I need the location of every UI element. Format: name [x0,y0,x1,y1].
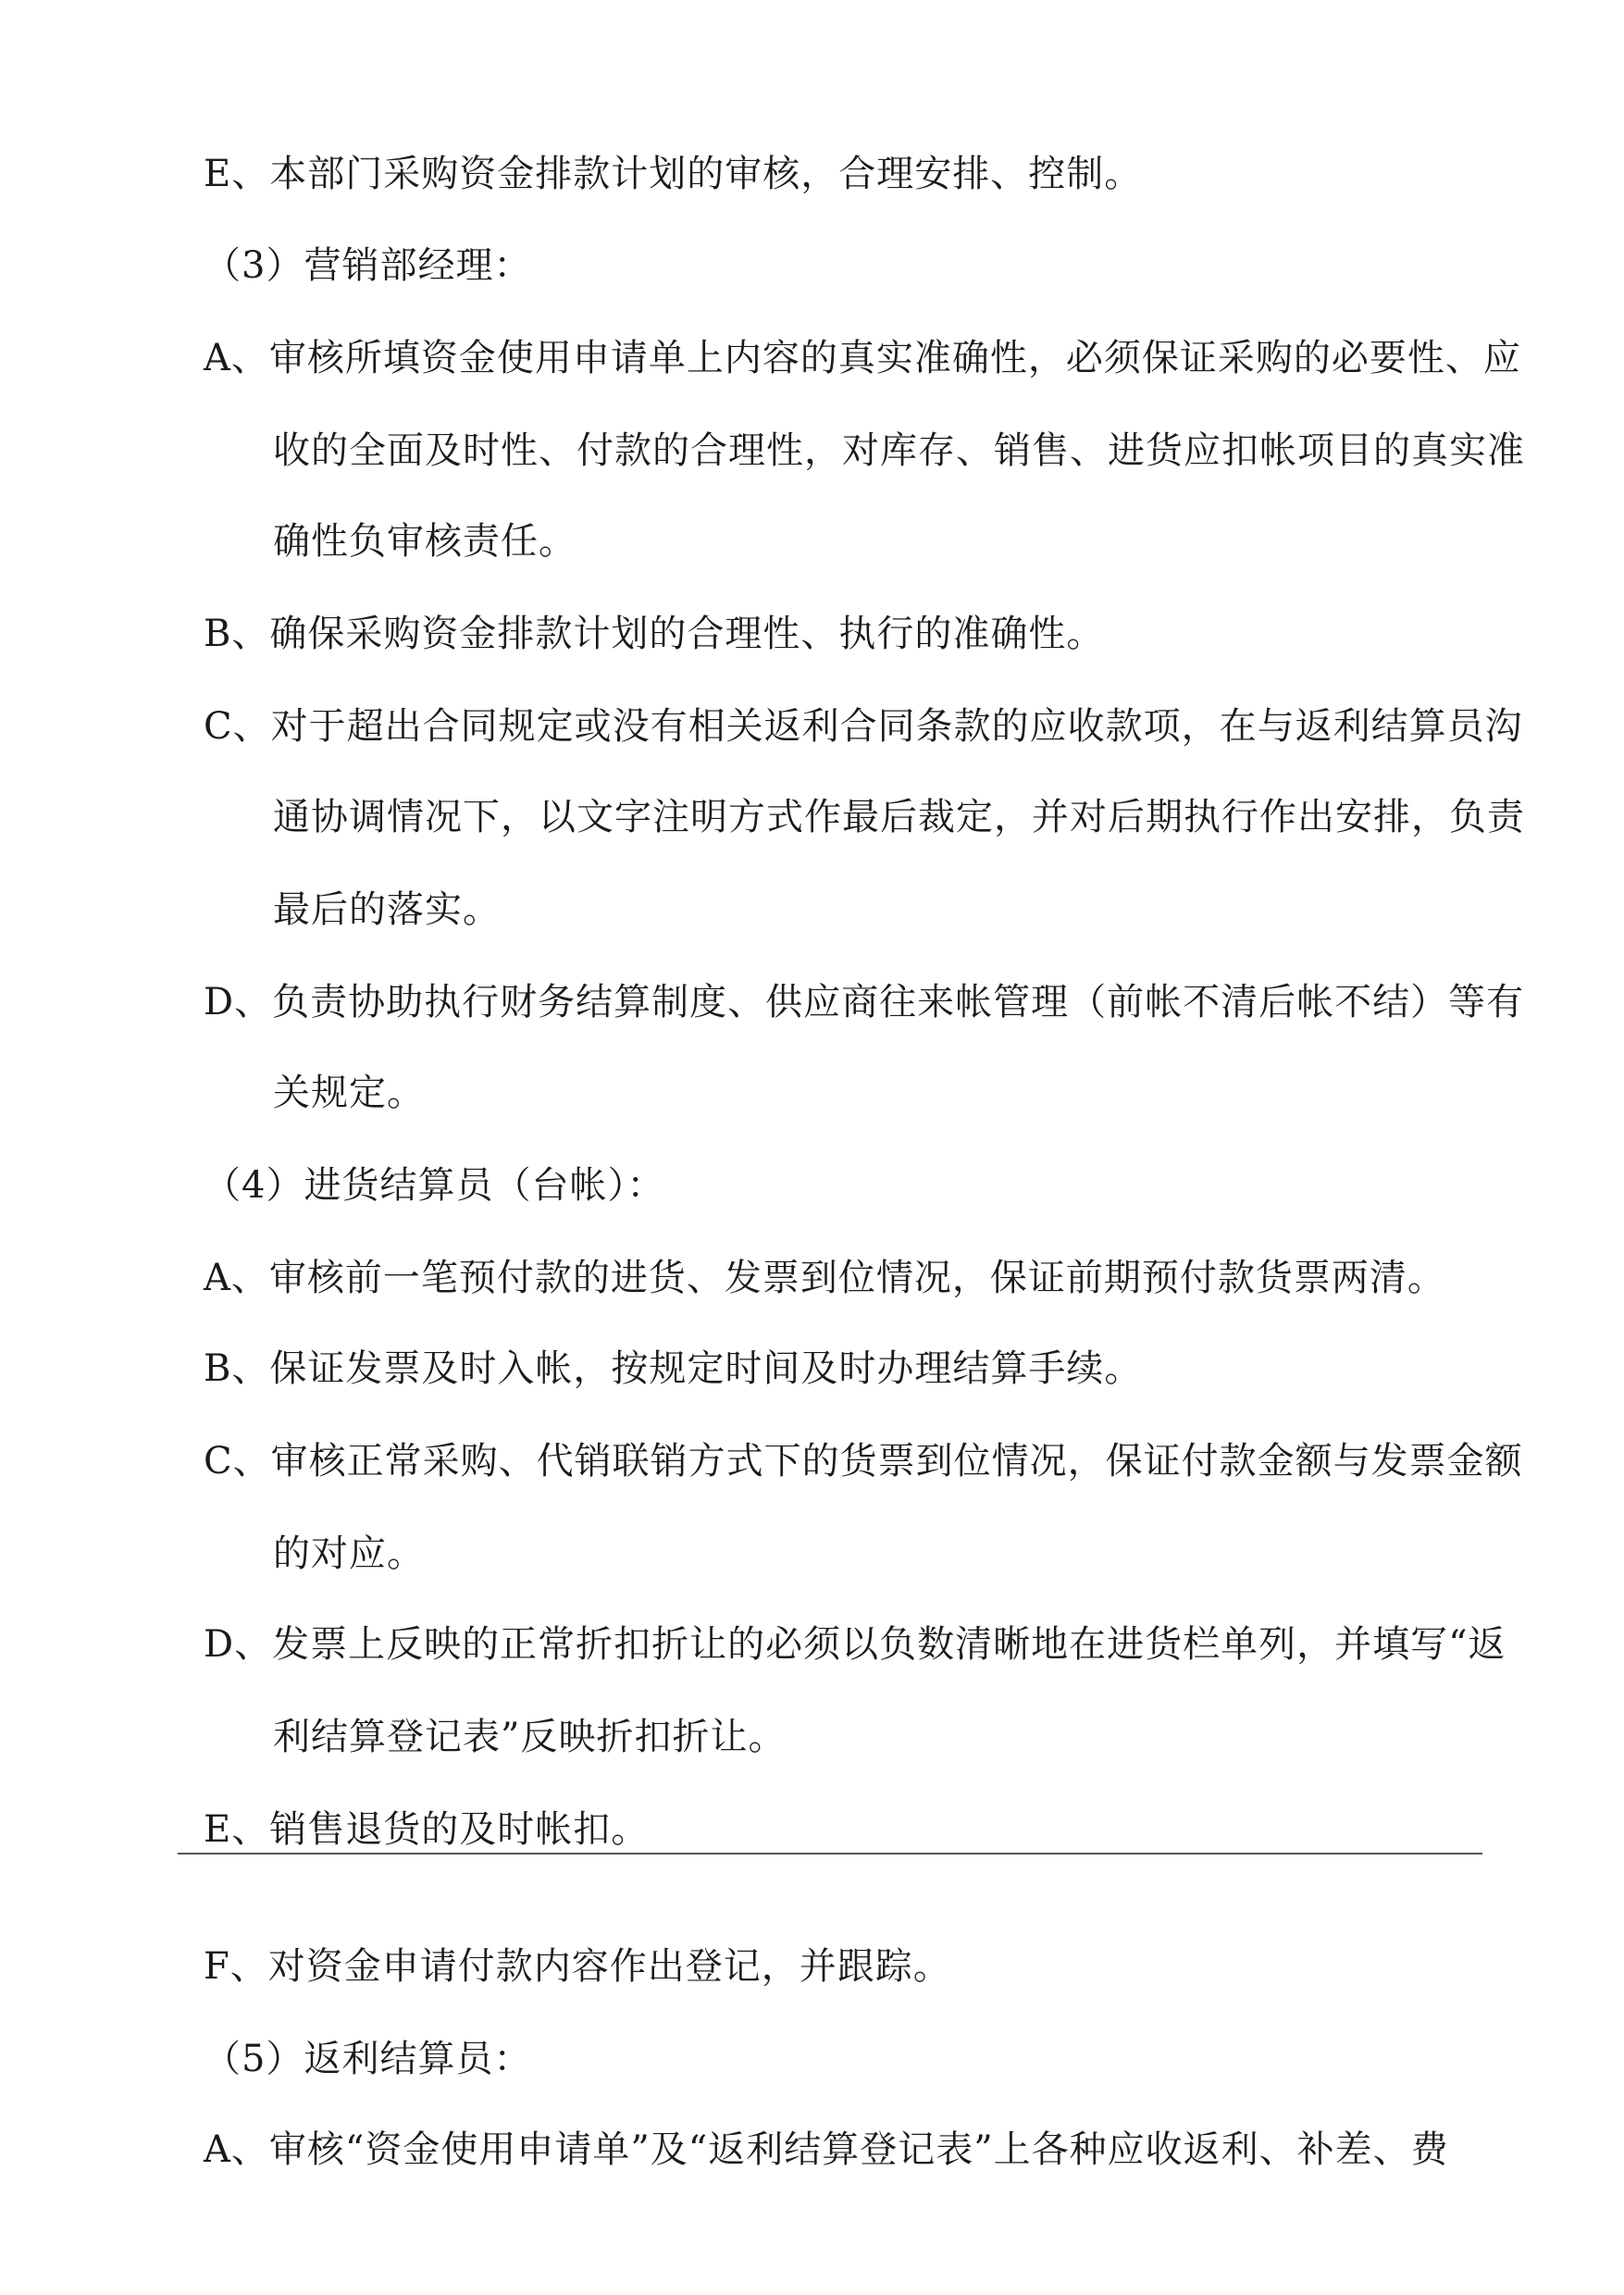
paragraph-line: A、审核前一笔预付款的进货、发票到位情况，保证前期预付款货票两清。 [204,1257,1445,1299]
paragraph-line: E、本部门采购资金排款计划的审核，合理安排、控制。 [204,153,1143,195]
paragraph-line: E、销售退货的及时帐扣。 [204,1808,650,1851]
page-divider [178,1853,1482,1855]
paragraph-line: D、负责协助执行财务结算制度、供应商往来帐管理（前帐不清后帐不结）等有 [204,981,1525,1023]
paragraph-line: B、确保采购资金排款计划的合理性、执行的准确性。 [204,613,1105,655]
section-heading: （5）返利结算员： [204,2038,532,2080]
paragraph-line: D、发票上反映的正常折扣折让的必须以负数清晰地在进货栏单列，并填写“返 [204,1623,1506,1666]
paragraph-line: C、对于超出合同规定或没有相关返利合同条款的应收款项，在与返利结算员沟 [204,705,1523,748]
paragraph-line: 的对应。 [273,1532,425,1575]
paragraph-line: 确性负审核责任。 [273,520,576,563]
paragraph-line: B、保证发票及时入帐，按规定时间及时办理结算手续。 [204,1347,1143,1390]
section-heading: （3）营销部经理： [204,244,532,287]
paragraph-line: 收的全面及时性、付款的合理性，对库存、销售、进货应扣帐项目的真实准 [273,429,1525,472]
paragraph-line: 利结算登记表”反映折扣折让。 [273,1716,787,1758]
paragraph-line: A、审核“资金使用申请单”及“返利结算登记表”上各种应收返利、补差、费 [204,2128,1449,2171]
paragraph-line: F、对资金申请付款内容作出登记，并跟踪。 [204,1945,951,1988]
paragraph-line: 通协调情况下，以文字注明方式作最后裁定，并对后期执行作出安排，负责 [273,796,1525,838]
section-heading: （4）进货结算员（台帐）： [204,1164,665,1207]
paragraph-line: A、审核所填资金使用申请单上内容的真实准确性，必须保证采购的必要性、应 [204,337,1521,379]
paragraph-line: C、审核正常采购、代销联销方式下的货票到位情况，保证付款金额与发票金额 [204,1440,1523,1482]
paragraph-line: 关规定。 [273,1072,425,1114]
paragraph-line: 最后的落实。 [273,888,501,931]
